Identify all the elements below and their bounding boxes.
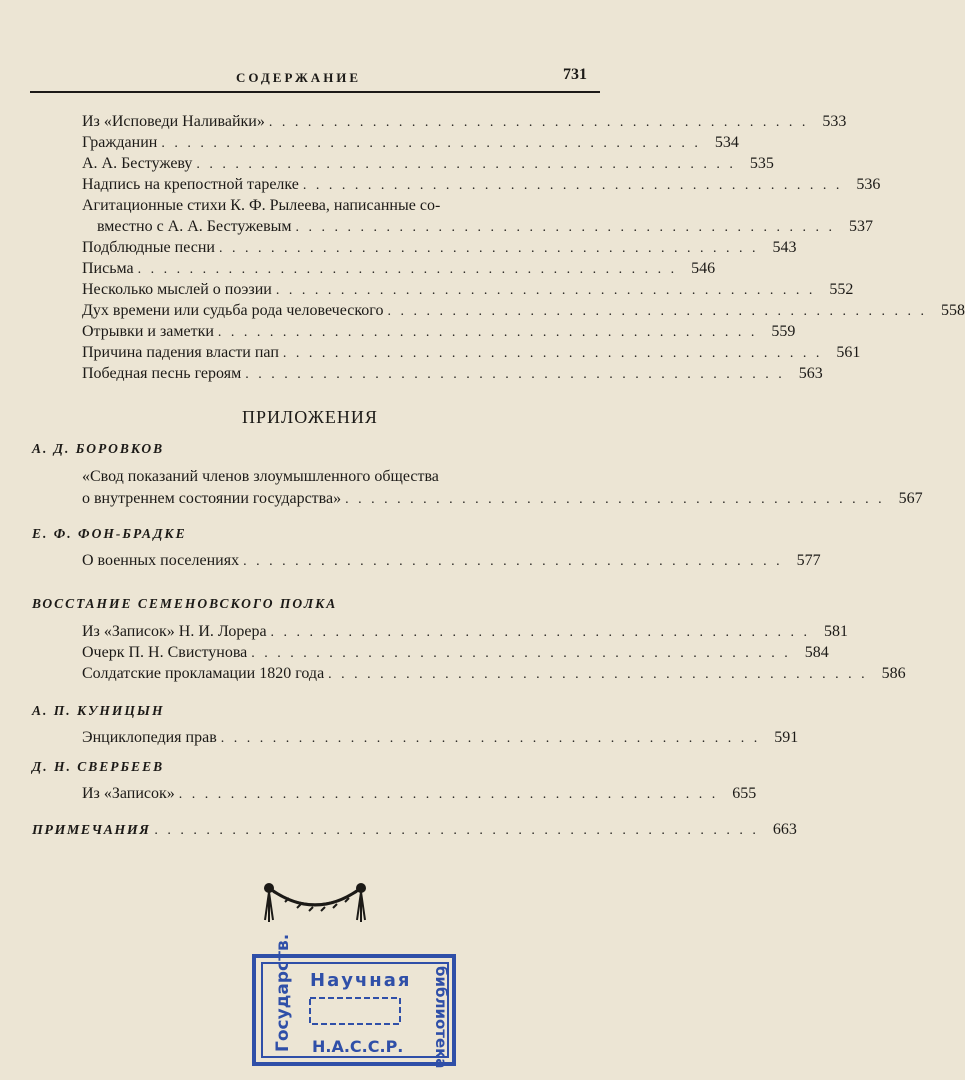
- toc-entry-title: Дух времени или судьба рода человеческого: [82, 302, 384, 319]
- toc-entry-title: Отрывки и заметки: [82, 323, 214, 340]
- stamp-text-right: библиотека: [432, 966, 450, 1069]
- toc-entry-page: 534: [714, 134, 739, 151]
- header-rule: [30, 91, 600, 93]
- garland-ornament-icon: [255, 880, 375, 926]
- toc-entry-title-line1[interactable]: «Свод показаний членов злоумышленного общества: [82, 468, 439, 485]
- toc-entry[interactable]: [82, 300, 965, 321]
- toc-entry-title: Гражданин: [82, 134, 158, 151]
- dot-leader: . . . . . . . . . . . . . . . . . . . . . . . . . . . . . . . . . . . . . . . . . .: [275, 283, 816, 298]
- toc-entry[interactable]: [82, 342, 861, 363]
- toc-entry[interactable]: [82, 153, 774, 174]
- toc-entry-page: 655: [732, 785, 757, 802]
- toc-entry[interactable]: [82, 488, 923, 509]
- appendix-heading: ПРИЛОЖЕНИЯ: [242, 407, 378, 427]
- toc-entry-title-line2: вместно с А. А. Бестужевым: [97, 218, 292, 235]
- dot-leader: . . . . . . . . . . . . . . . . . . . . . . . . . . . . . . . . . . . . . . . . . .: [161, 136, 701, 151]
- toc-entry[interactable]: [82, 321, 796, 342]
- toc-entry-title: Надпись на крепостной тарелке: [82, 176, 299, 193]
- toc-entry[interactable]: [82, 642, 829, 663]
- toc-entry-title: Энциклопедия прав: [82, 729, 217, 746]
- toc-entry-title: Из «Записок»: [82, 785, 175, 802]
- dot-leader: . . . . . . . . . . . . . . . . . . . . . . . . . . . . . . . . . . . . . . . . . .: [137, 262, 678, 277]
- toc-entry-page: 537: [849, 218, 874, 235]
- dot-leader: . . . . . . . . . . . . . . . . . . . . . . . . . . . . . . . . . . . . . . . . . .: [387, 304, 927, 319]
- toc-entry-title: Из «Исповеди Наливайки»: [82, 113, 265, 130]
- dot-leader: . . . . . . . . . . . . . . . . . . . . . . . . . . . . . . . . . . . . . . . . . .: [270, 625, 811, 640]
- notes-entry[interactable]: [32, 819, 797, 840]
- toc-entry-page: 552: [829, 281, 854, 298]
- stamp-text-left: Государств.: [273, 933, 293, 1052]
- toc-entry-page: 535: [749, 155, 774, 172]
- dot-leader: . . . . . . . . . . . . . . . . . . . . . . . . . . . . . . . . . . . . . . . . . .: [178, 787, 719, 802]
- toc-entry-title: Подблюдные песни: [82, 239, 215, 256]
- toc-entry[interactable]: [82, 727, 799, 748]
- dot-leader: . . . . . . . . . . . . . . . . . . . . . . . . . . . . . . . . . . . . . . . . . .: [218, 241, 759, 256]
- toc-entry-page: 591: [774, 729, 799, 746]
- toc-entry[interactable]: [82, 258, 716, 279]
- running-header-title: СОДЕРЖАНИЕ: [236, 70, 362, 85]
- toc-entry-page: 546: [691, 260, 716, 277]
- dot-leader: . . . . . . . . . . . . . . . . . . . . . . . . . . . . . . . . . . . . . . . . . .: [345, 492, 885, 507]
- toc-entry-title: А. А. Бестужеву: [82, 155, 193, 172]
- toc-entry-page: 567: [898, 490, 923, 507]
- toc-entry-page: 543: [772, 239, 797, 256]
- toc-entry-page: 561: [836, 344, 861, 361]
- toc-entry-page: 577: [796, 552, 821, 569]
- toc-entry-page: 563: [798, 365, 823, 382]
- toc-entry-title: Из «Записок» Н. И. Лорера: [82, 623, 267, 640]
- dot-leader: . . . . . . . . . . . . . . . . . . . . . . . . . . . . . . . . . . . . . . . . . .: [268, 115, 809, 130]
- notes-page: 663: [772, 821, 797, 838]
- dot-leader: . . . . . . . . . . . . . . . . . . . . . . . . . . . . . . . . . . . . . . . . . . . . . . .: [154, 823, 759, 838]
- toc-entry[interactable]: [82, 111, 847, 132]
- toc-entry-title: Письма: [82, 260, 134, 277]
- toc-entry-title: О военных поселениях: [82, 552, 240, 569]
- toc-entry-title: Очерк П. Н. Свистунова: [82, 644, 248, 661]
- toc-entry[interactable]: [82, 132, 739, 153]
- dot-leader: . . . . . . . . . . . . . . . . . . . . . . . . . . . . . . . . . . . . . . . . . .: [282, 346, 823, 361]
- dot-leader: . . . . . . . . . . . . . . . . . . . . . . . . . . . . . . . . . . . . . . . . . .: [220, 731, 761, 746]
- section-author: А. Д. БОРОВКОВ: [32, 441, 165, 456]
- dot-leader: . . . . . . . . . . . . . . . . . . . . . . . . . . . . . . . . . . . . . . . . . .: [196, 157, 736, 172]
- dot-leader: . . . . . . . . . . . . . . . . . . . . . . . . . . . . . . . . . . . . . . . . . .: [243, 554, 783, 569]
- dot-leader: . . . . . . . . . . . . . . . . . . . . . . . . . . . . . . . . . . . . . . . . . .: [302, 178, 843, 193]
- toc-entry-page: 533: [822, 113, 847, 130]
- toc-entry-title: Солдатские прокламации 1820 года: [82, 665, 325, 682]
- toc-entry-page: 581: [824, 623, 849, 640]
- toc-entry[interactable]: [82, 237, 797, 258]
- toc-entry-page: 559: [771, 323, 796, 340]
- notes-title: ПРИМЕЧАНИЯ: [32, 823, 151, 838]
- toc-entry[interactable]: [97, 216, 874, 237]
- toc-entry[interactable]: [82, 279, 854, 300]
- dot-leader: . . . . . . . . . . . . . . . . . . . . . . . . . . . . . . . . . . . . . . . . . .: [328, 667, 868, 682]
- section-author: Д. Н. СВЕРБЕЕВ: [32, 759, 165, 774]
- toc-entry-title: Причина падения власти пап: [82, 344, 279, 361]
- dot-leader: . . . . . . . . . . . . . . . . . . . . . . . . . . . . . . . . . . . . . . . . . .: [295, 220, 836, 235]
- toc-entry[interactable]: [82, 174, 881, 195]
- toc-entry-title: Несколько мыслей о поэзии: [82, 281, 272, 298]
- dot-leader: . . . . . . . . . . . . . . . . . . . . . . . . . . . . . . . . . . . . . . . . . .: [217, 325, 758, 340]
- toc-entry-page: 586: [881, 665, 906, 682]
- toc-entry[interactable]: [82, 783, 757, 804]
- toc-entry[interactable]: [82, 621, 849, 642]
- toc-entry-title-line1[interactable]: Агитационные стихи К. Ф. Рылеева, написанные со-: [82, 197, 441, 214]
- section-author: Е. Ф. ФОН-БРАДКЕ: [32, 526, 187, 541]
- toc-entry[interactable]: [82, 663, 906, 684]
- toc-entry-title-line2: о внутреннем состоянии государства»: [82, 490, 342, 507]
- toc-entry-title: Победная песнь героям: [82, 365, 242, 382]
- toc-entry-page: 558: [940, 302, 965, 319]
- toc-entry[interactable]: [82, 363, 823, 384]
- toc-entry-page: 584: [804, 644, 829, 661]
- dot-leader: . . . . . . . . . . . . . . . . . . . . . . . . . . . . . . . . . . . . . . . . . .: [245, 367, 785, 382]
- section-author: ВОССТАНИЕ СЕМЕНОВСКОГО ПОЛКА: [32, 596, 338, 611]
- library-stamp-icon: [250, 933, 460, 1072]
- section-author: А. П. КУНИЦЫН: [32, 703, 165, 718]
- dot-leader: . . . . . . . . . . . . . . . . . . . . . . . . . . . . . . . . . . . . . . . . . .: [251, 646, 791, 661]
- toc-entry[interactable]: [82, 550, 821, 571]
- stamp-text-bottom: Н.А.С.С.Р.: [312, 1037, 404, 1056]
- stamp-text-top: Научная: [310, 970, 412, 991]
- page-number: 731: [563, 66, 587, 83]
- toc-entry-page: 536: [856, 176, 881, 193]
